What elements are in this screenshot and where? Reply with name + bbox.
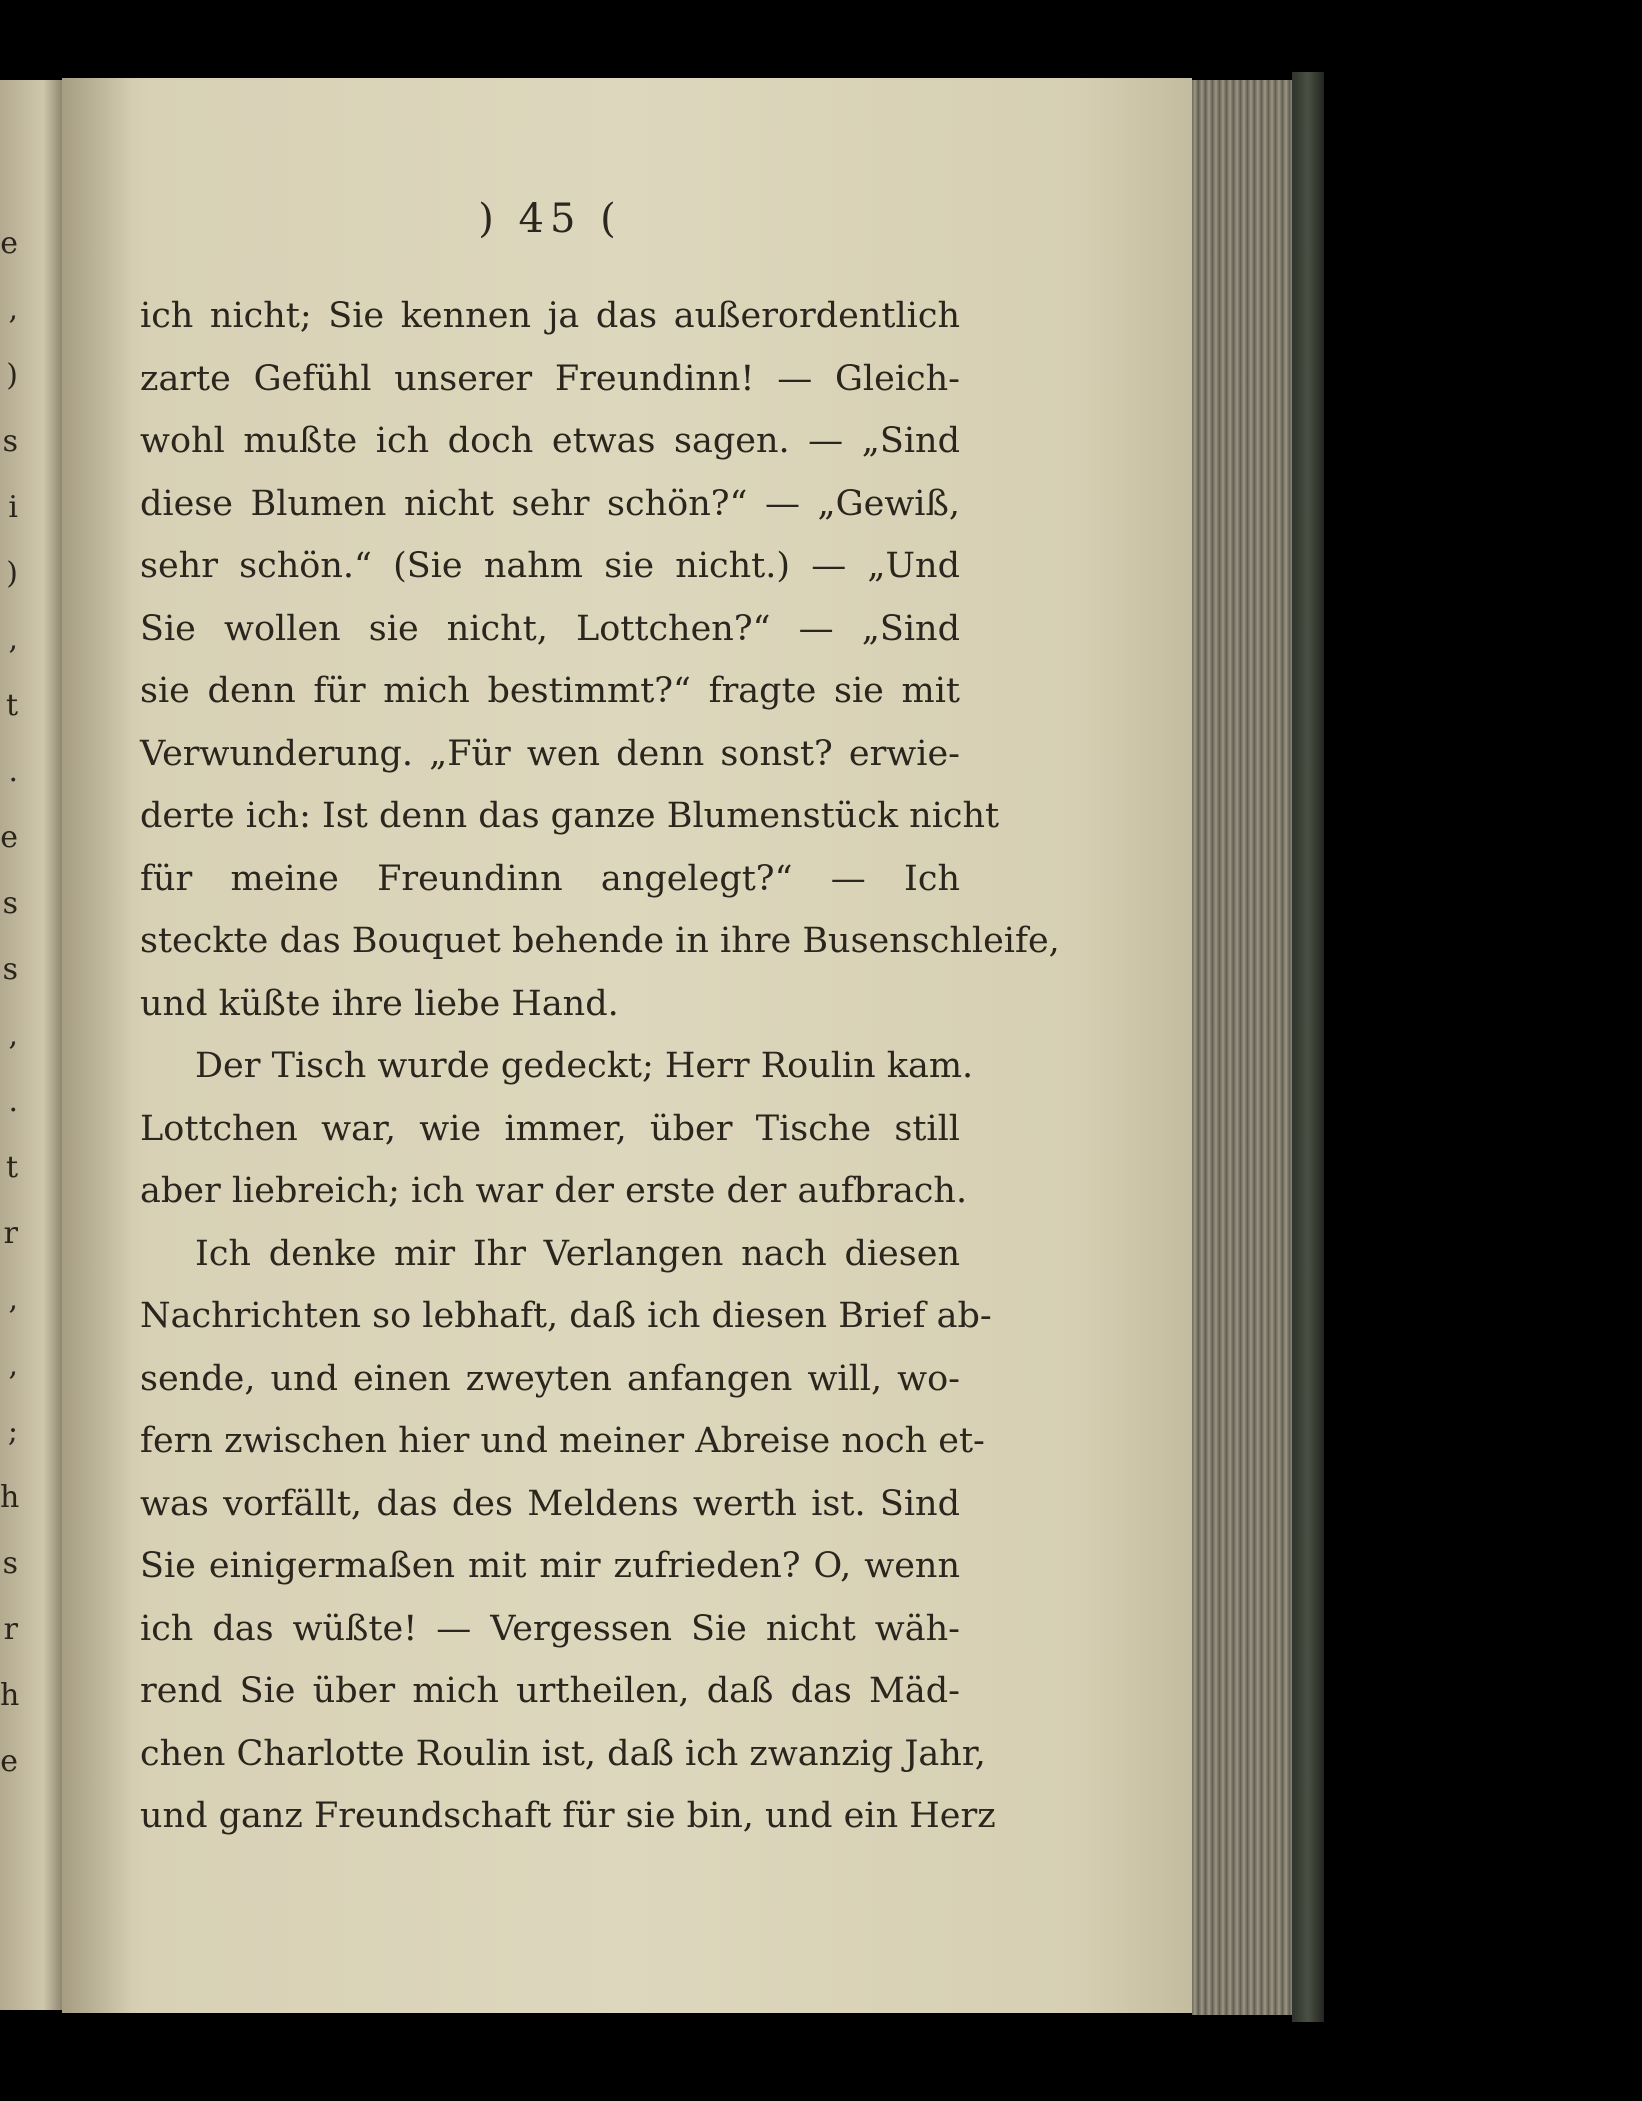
- body-text: [140, 285, 1060, 1848]
- margin-fragment: ,: [8, 1348, 18, 1383]
- margin-fragment: ): [6, 556, 18, 591]
- margin-fragment: s: [2, 886, 18, 921]
- text-line: fern zwischen hier und meiner Abreise noch et-: [140, 1421, 985, 1461]
- text-line: und küßte ihre liebe Hand.: [140, 983, 619, 1024]
- margin-fragment: h: [0, 1678, 20, 1713]
- margin-fragment: i: [8, 490, 18, 525]
- margin-fragment: t: [5, 688, 18, 723]
- gutter-shadow: [62, 78, 132, 2013]
- text-line: aber liebreich; ich war der erste der aufbrach.: [140, 1171, 968, 1211]
- text-line: rend Sie über mich urtheilen, daß das Mäd-: [140, 1671, 960, 1711]
- margin-fragment: s: [2, 424, 18, 459]
- text-line: zarte Gefühl unserer Freundinn! — Gleich-: [140, 358, 960, 399]
- text-line: Der Tisch wurde gedeckt; Herr Roulin kam.: [195, 1046, 974, 1086]
- margin-fragment: ,: [8, 622, 18, 657]
- page-edges: [1192, 80, 1292, 2015]
- text-line: derte ich: Ist denn das ganze Blumenstück nicht: [140, 796, 1000, 836]
- margin-fragment: t: [5, 1150, 18, 1185]
- text-line: Verwunderung. „Für wen denn sonst? erwie-: [140, 733, 960, 774]
- margin-fragment: e: [0, 226, 18, 261]
- text-line: chen Charlotte Roulin ist, daß ich zwanzig Jahr,: [140, 1733, 986, 1774]
- margin-fragment: .: [8, 1084, 18, 1119]
- text-line: Sie wollen sie nicht, Lottchen?“ — „Sind: [140, 608, 960, 649]
- margin-fragment: s: [2, 1546, 18, 1581]
- book-cover: [1292, 72, 1324, 2022]
- text-line: Lottchen war, wie immer, über Tische still: [140, 1108, 960, 1149]
- margin-fragment: ,: [8, 1018, 18, 1053]
- margin-fragment: e: [0, 1744, 18, 1779]
- text-line: sende, und einen zweyten anfangen will, wo-: [140, 1358, 960, 1399]
- page-number: ) 45 (: [478, 196, 622, 242]
- text-line: ich nicht; Sie kennen ja das außerordentlich: [140, 296, 960, 336]
- text-line: was vorfällt, das des Meldens werth ist. Sind: [140, 1483, 960, 1524]
- margin-fragment: r: [3, 1216, 18, 1251]
- margin-fragment: ): [6, 358, 18, 393]
- margin-fragment: r: [3, 1612, 18, 1647]
- text-line: Ich denke mir Ihr Verlangen nach diesen: [195, 1233, 960, 1274]
- text-line: steckte das Bouquet behende in ihre Busenschleife,: [140, 921, 1060, 961]
- text-line: wohl mußte ich doch etwas sagen. — „Sind: [140, 421, 960, 461]
- text-line: Nachrichten so lebhaft, daß ich diesen Brief ab-: [140, 1296, 992, 1336]
- text-line: sie denn für mich bestimmt?“ fragte sie mit: [140, 671, 960, 711]
- margin-fragment: ,: [8, 1282, 18, 1317]
- text-line: für meine Freundinn angelegt?“ — Ich: [140, 858, 960, 899]
- margin-fragment: ;: [7, 1414, 18, 1449]
- text-line: Sie einigermaßen mit mir zufrieden? O, wenn: [140, 1546, 960, 1586]
- margin-fragment: h: [0, 1480, 20, 1515]
- text-line: ich das wüßte! — Vergessen Sie nicht wäh-: [140, 1608, 960, 1649]
- margin-fragment: ,: [8, 292, 18, 327]
- margin-fragment: s: [2, 952, 18, 987]
- previous-page-text-fragments: [0, 226, 20, 1779]
- margin-fragment: e: [0, 820, 18, 855]
- text-line: diese Blumen nicht sehr schön?“ — „Gewiß,: [140, 483, 960, 524]
- margin-fragment: .: [8, 754, 18, 789]
- text-line: und ganz Freundschaft für sie bin, und ein Herz: [140, 1796, 996, 1836]
- text-line: sehr schön.“ (Sie nahm sie nicht.) — „Und: [140, 546, 960, 586]
